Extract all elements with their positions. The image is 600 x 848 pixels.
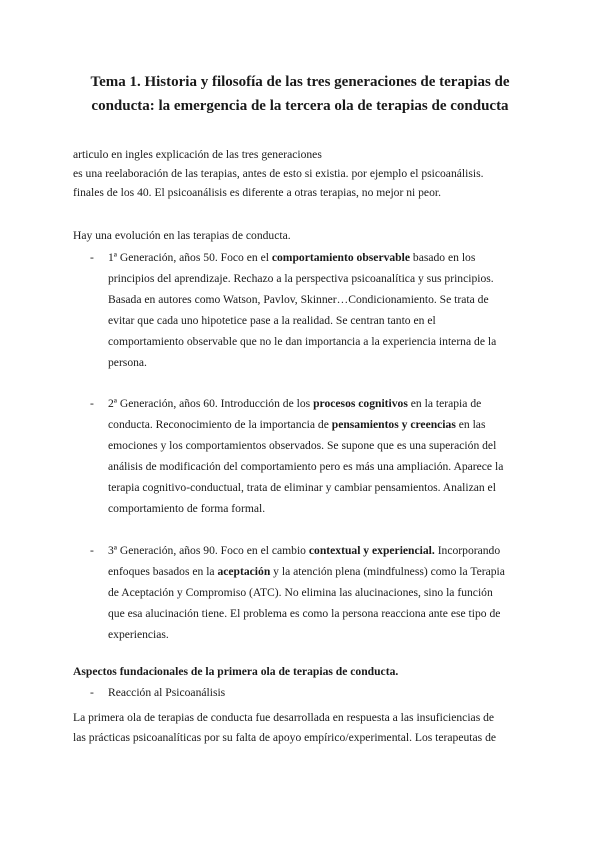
gen2-line-3: emociones y los comportamientos observados. Se supone que es una superación del: [108, 439, 497, 452]
sub-item: [73, 686, 523, 699]
gen3-emphasis: aceptación: [217, 565, 271, 578]
bullet-dash: -: [90, 686, 94, 699]
evolution-intro: Hay una evolución en las terapias de conducta.: [73, 229, 291, 242]
gen2-text: en la terapia de: [407, 397, 482, 410]
bullet-dash: -: [90, 251, 94, 264]
gen2-text: conducta. Reconocimiento de la importancia de: [108, 418, 332, 431]
gen3-text: 3ª Generación, años 90. Foco en el cambio: [108, 544, 309, 557]
section-heading: Aspectos fundacionales de la primera ola de terapias de conducta.: [73, 665, 399, 678]
generation-text-3: [108, 540, 523, 645]
gen3-line-3: de Aceptación y Compromiso (ATC). No elimina las alucinaciones, sino la función: [108, 586, 493, 599]
gen3-line-4: que esa alucinación tiene. El problema es como la persona reacciona ante ese tipo de: [108, 607, 501, 620]
generation-item-1: [73, 247, 523, 373]
gen2-line-2: [108, 414, 523, 435]
title-line-1: Tema 1. Historia y filosofía de las tres generaciones de terapias de: [90, 74, 510, 90]
gen1-line-1: [108, 247, 523, 268]
generation-item-2: [73, 393, 523, 519]
gen3-text: enfoques basados en la: [108, 565, 218, 578]
bullet-dash: -: [90, 544, 94, 557]
gen3-emphasis: contextual y experiencial.: [308, 544, 435, 557]
generation-text-2: [108, 393, 523, 519]
gen3-line-1: [108, 540, 523, 561]
gen3-text: y la atención plena (mindfulness) como la Terapia: [270, 565, 505, 578]
gen1-text: basado en los: [410, 251, 476, 264]
gen2-line-4: análisis de modificación del comportamiento pero es más una ampliación. Aparece la: [108, 460, 504, 473]
bullet-dash: -: [90, 397, 94, 410]
gen3-line-5: experiencias.: [108, 628, 169, 641]
page-title: [60, 70, 540, 118]
gen2-line-5: terapia cognitivo-conductual, trata de eliminar y cambiar pensamientos. Analizan el: [108, 481, 496, 494]
intro-line-2: es una reelaboración de las terapias, antes de esto si existia. por ejemplo el psicoanálisis.: [73, 167, 484, 180]
gen2-line-1: [108, 393, 523, 414]
gen2-line-6: comportamiento de forma formal.: [108, 502, 266, 515]
gen1-line-5: comportamiento observable que no le dan importancia a la experiencia interna de la: [108, 335, 497, 348]
gen2-emphasis: pensamientos y creencias: [331, 418, 456, 431]
intro-line-1: articulo en ingles explicación de las tres generaciones: [73, 148, 322, 161]
gen2-text: 2ª Generación, años 60. Introducción de los: [108, 397, 314, 410]
closing-line-1: La primera ola de terapias de conducta fue desarrollada en respuesta a las insuficiencias de: [73, 711, 495, 724]
gen1-emphasis: comportamiento observable: [271, 251, 410, 264]
generation-text-1: [108, 247, 523, 373]
gen3-text: Incorporando: [434, 544, 501, 557]
gen1-line-3: Basada en autores como Watson, Pavlov, Skinner…Condicionamiento. Se trata de: [108, 293, 489, 306]
gen3-line-2: [108, 561, 523, 582]
closing-line-2: las prácticas psicoanalíticas por su falta de apoyo empírico/experimental. Los terapeutas de: [73, 731, 497, 744]
closing-paragraph: [73, 708, 523, 748]
intro-line-3: finales de los 40. El psicoanálisis es diferente a otras terapias, no mejor ni peor.: [73, 186, 441, 199]
gen1-line-6: persona.: [108, 356, 147, 369]
gen2-emphasis: procesos cognitivos: [313, 397, 408, 410]
gen1-text: 1ª Generación, años 50. Foco en el: [108, 251, 272, 264]
generation-item-3: [73, 540, 523, 645]
title-line-2: conducta: la emergencia de la tercera ola de terapias de conducta: [91, 98, 509, 114]
intro-paragraph: [73, 145, 523, 202]
gen1-line-4: evitar que cada uno hipotetice pase a la realidad. Se centran tanto en el: [108, 314, 436, 327]
gen1-line-2: principios del aprendizaje. Rechazo a la perspectiva psicoanalítica y sus principios.: [108, 272, 494, 285]
gen2-text: en las: [455, 418, 486, 431]
sub-item-text: Reacción al Psicoanálisis: [108, 686, 226, 699]
